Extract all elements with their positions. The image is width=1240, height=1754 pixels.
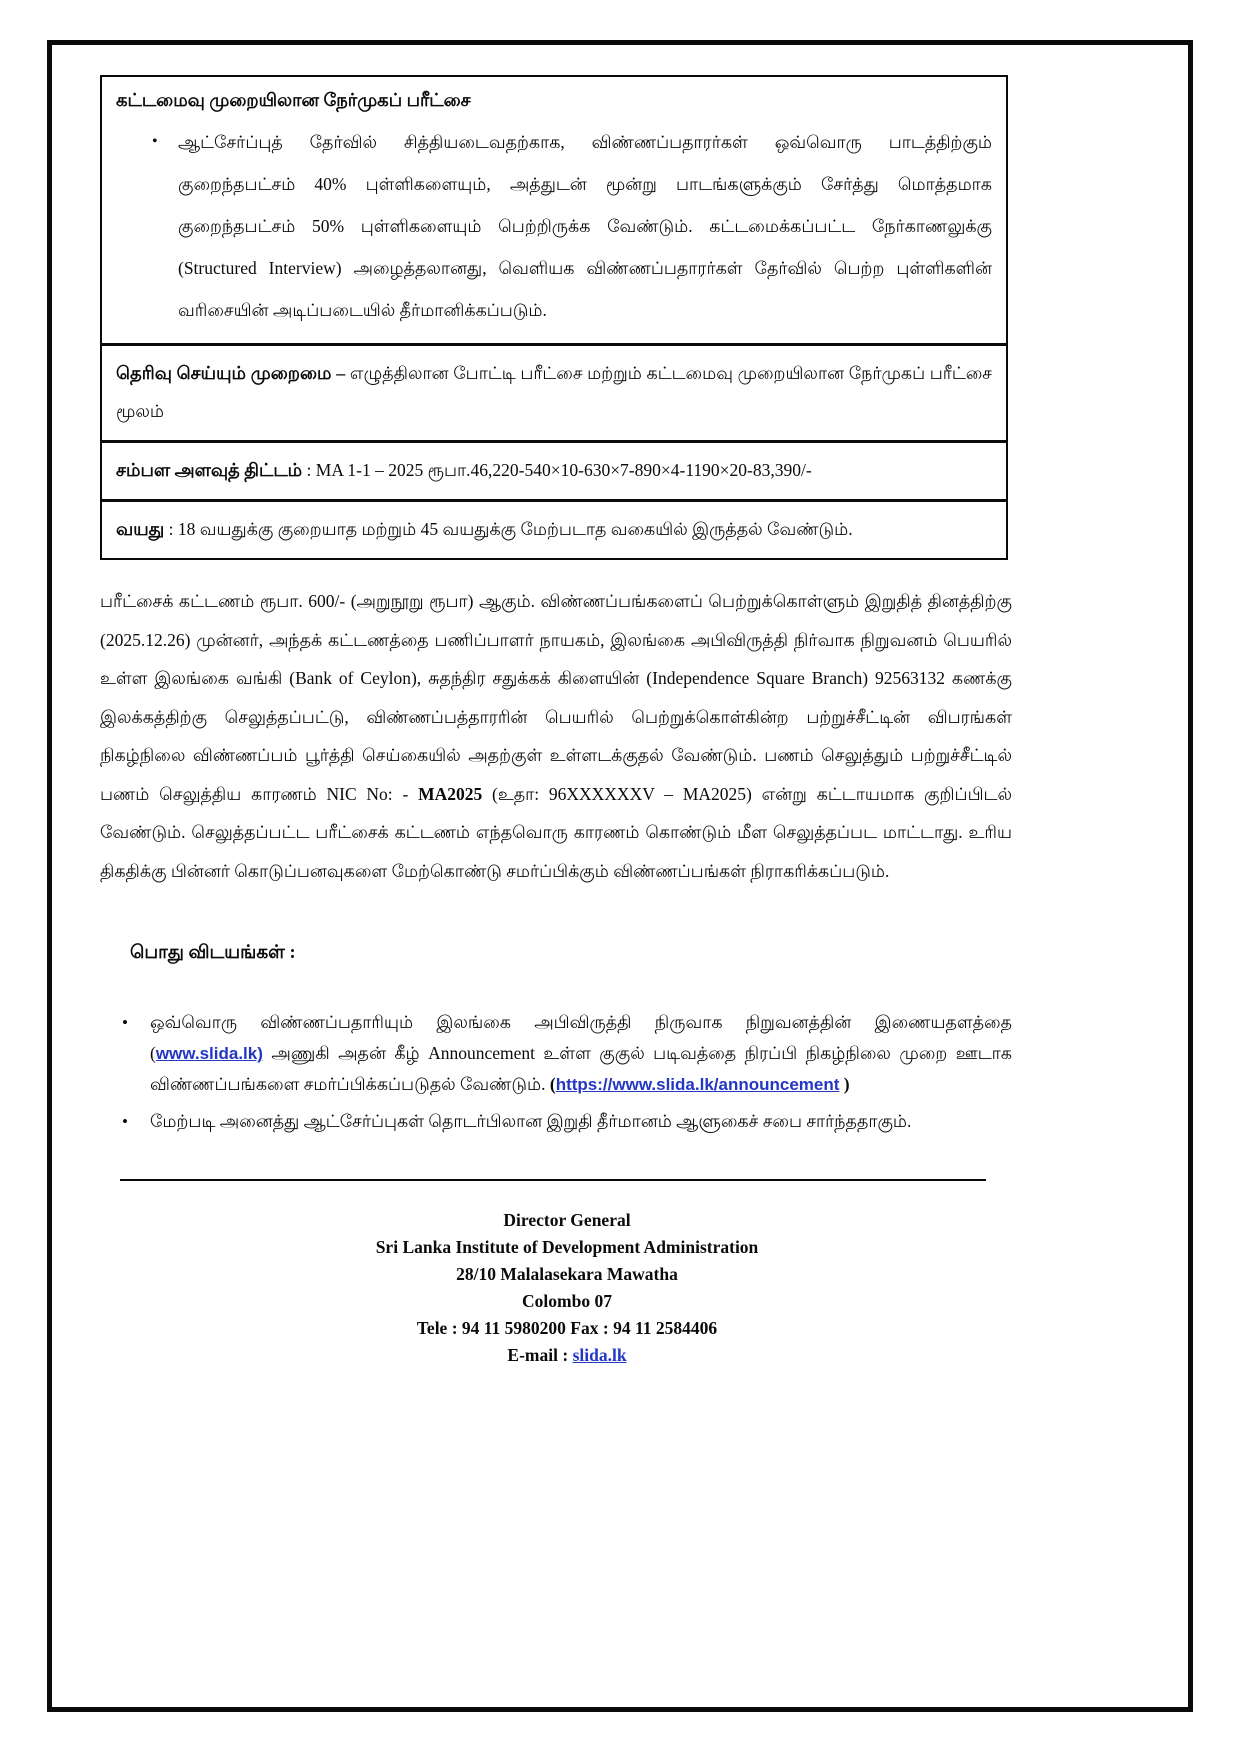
slida-website-link[interactable]: www.slida.lk) (155, 1044, 263, 1063)
selection-method-label: தெரிவு செய்யும் முறைமை – (116, 363, 346, 383)
structured-interview-heading: கட்டமைவு முறையிலான நேர்முகப் பரீட்சை (116, 90, 471, 110)
general-matters-list (122, 1007, 1012, 1137)
document-page-frame (47, 40, 1193, 1712)
bullet-icon: • (122, 1112, 128, 1131)
age-limit-line (116, 510, 992, 548)
online-application-pre: ஒவ்வொரு விண்ணப்பதாரியும் இலங்கை அபிவிருத்தி நிருவாக நிறுவனத்தின் இணையதளத்தை ( (150, 1012, 1012, 1063)
announcement-page-link[interactable]: https://www.slida.lk/announcement (555, 1075, 840, 1094)
age-limit-label: வயது (116, 519, 165, 539)
age-limit-text: : 18 வயதுக்கு குறையாத மற்றும் 45 வயதுக்கு மேற்படாத வகையில் இருத்தல் வேண்டும். (164, 519, 853, 539)
exam-fee-paragraph (100, 582, 1012, 890)
footer-email-link[interactable]: slida.lk (572, 1345, 627, 1365)
structured-interview-text: ஆட்சேர்ப்புத் தேர்வில் சித்தியடைவதற்காக, விண்ணப்பதாரர்கள் ஒவ்வொரு பாடத்திற்கும் குறைந்தபட்சம் 40% புள்ளிகளையும், அத்துடன் மூன்று பாடங்களுக்கும் சேர்த்து மொத்தமாக குறைந்தபட்சம் 50% புள்ளிகளையும் பெற்றிருக்க வேண்டும். கட்டமைக்கப்பட்ட நேர்காணலுக்கு (Structured Interview) அழைத்தலானது, வெளியக விண்ணப்பதாரர்கள் தேர்வில் பெற்ற புள்ளிகளின் வரிசையின் அடிப்படையில் தீர்மானிக்கப்படும். (178, 132, 992, 320)
exam-fee-code-bold: MA2025 (418, 783, 483, 804)
table-row-salary-scale (102, 443, 1006, 502)
footer-address-city: Colombo 07 (522, 1291, 612, 1311)
structured-interview-bullet (152, 121, 992, 331)
footer-email-line (52, 1342, 1082, 1369)
list-item-online-application (122, 1007, 1012, 1100)
exam-fee-paragraph-part2: (உதா: 96XXXXXXV – MA2025) என்று கட்டாயமாக குறிப்பிடல் வேண்டும். செலுத்தப்பட்ட பரீட்சைக் கட்டணம் எந்தவொரு காரணம் கொண்டும் மீள செலுத்தப்பட மாட்டாது. உரிய திகதிக்கு பின்னர் கொடுப்பனவுகளை மேற்கொண்டு சமர்ப்பிக்கும் விண்ணப்பங்கள் நிராகரிக்கப்படும். (100, 783, 1012, 881)
bullet-icon: • (152, 133, 158, 150)
footer-divider-line (120, 1179, 986, 1181)
selection-method-line (116, 354, 992, 430)
footer-tele-fax: Tele : 94 11 5980200 Fax : 94 11 2584406 (416, 1318, 718, 1338)
exam-fee-paragraph-part1: பரீட்சைக் கட்டணம் ரூபா. 600/- (அறுநூறு ரூபா) ஆகும். விண்ணப்பங்களைப் பெற்றுக்கொள்ளும் இறுதித் தினத்திற்கு (2025.12.26) முன்னர், அந்தக் கட்டணத்தை பணிப்பாளர் நாயகம், இலங்கை அபிவிருத்தி நிர்வாக நிறுவனம் பெயரில் உள்ள இலங்கை வங்கி (Bank of Ceylon), சுதந்திர சதுக்கக் கிளையின் (Independence Square Branch) 92563132 கணக்கு இலக்கத்திற்கு செலுத்தப்பட்டு, விண்ணப்பத்தாரரின் பெயரில் பெற்றுக்கொள்கின்ற பற்றுச்சீட்டின் விபரங்கள் நிகழ்நிலை விண்ணப்பம் பூர்த்தி செய்கையில் அதற்குள் உள்ளடக்குதல் வேண்டும். பணம் செலுத்தும் பற்றுச்சீட்டில் பணம் செலுத்திய காரணம் NIC No: - (100, 591, 1012, 804)
announcement-paren-close: ) (839, 1074, 850, 1094)
selection-method-text: எழுத்திலான போட்டி பரீட்சை மற்றும் கட்டமைவு முறையிலான நேர்முகப் பரீட்சை மூலம் (116, 363, 992, 421)
table-row-structured-interview (102, 77, 1006, 346)
general-matters-heading: பொது விடயங்கள் : (130, 943, 296, 963)
table-row-age-limit (102, 502, 1006, 558)
bullet-icon: • (122, 1013, 128, 1032)
online-application-text (150, 1007, 1012, 1100)
salary-scale-label: சம்பள அளவுத் திட்டம் (116, 460, 303, 480)
footer-institute-name: Sri Lanka Institute of Development Administration (375, 1237, 759, 1257)
salary-scale-line (116, 451, 992, 489)
list-item-final-decision (122, 1106, 1012, 1137)
footer-director-general: Director General (503, 1210, 631, 1230)
table-row-selection-method (102, 346, 1006, 443)
online-application-mid: அணுகி அதன் கீழ் Announcement உள்ள குகுல் படிவத்தை நிரப்பி நிகழ்நிலை முறை ஊடாக விண்ணப்பங்களை சமர்ப்பிக்கப்படுதல் வேண்டும். (150, 1043, 1012, 1094)
announcement-paren-open: ( (549, 1074, 556, 1094)
footer-address-street: 28/10 Malalasekara Mawatha (456, 1264, 678, 1284)
salary-scale-text: : MA 1-1 – 2025 ரூபா.46,220-540×10-630×7-890×4-1190×20-83,390/- (302, 460, 812, 480)
vacancy-info-table (100, 75, 1008, 560)
final-decision-text: மேற்படி அனைத்து ஆட்சேர்ப்புகள் தொடர்பிலான இறுதி தீர்மானம் ஆளுகைச் சபை சார்ந்ததாகும். (150, 1111, 912, 1131)
footer-contact-block (52, 1207, 1082, 1369)
footer-email-label: E-mail : (507, 1345, 573, 1365)
